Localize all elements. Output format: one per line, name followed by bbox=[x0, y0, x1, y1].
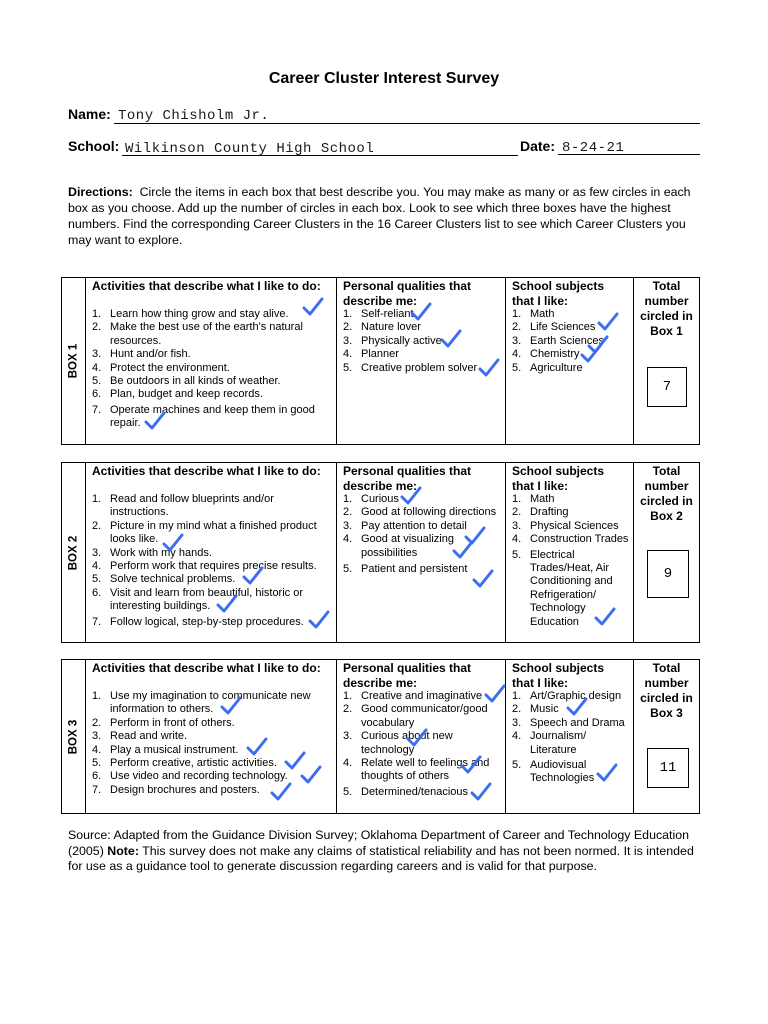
activities-heading: Activities that describe what I like to do: bbox=[92, 279, 321, 293]
list-number: 1. bbox=[92, 493, 102, 505]
checkmark-icon bbox=[246, 737, 268, 757]
list-number: 4. bbox=[512, 533, 522, 546]
list-number: 2. bbox=[343, 506, 353, 519]
list-number: 1. bbox=[343, 493, 353, 505]
list-item[interactable]: 4. Chemistry bbox=[512, 348, 580, 361]
list-item[interactable]: 5. Determined/tenacious bbox=[343, 785, 469, 798]
checkmark-icon bbox=[440, 329, 462, 349]
checkmark-icon bbox=[406, 728, 428, 748]
list-item[interactable]: 6. Use video and recording technology. bbox=[92, 770, 288, 783]
list-number: 5. bbox=[92, 375, 102, 388]
box-3 bbox=[61, 659, 700, 814]
list-item[interactable]: 2. Good communicator/good vocabulary bbox=[343, 703, 488, 729]
list-item[interactable]: 4. Journalism/ Literature bbox=[512, 730, 587, 756]
list-item[interactable]: 3. Read and write. bbox=[92, 730, 188, 743]
list-number: 4. bbox=[92, 743, 102, 756]
list-number: 4. bbox=[512, 730, 522, 743]
list-number: 4. bbox=[92, 560, 102, 573]
list-number: 2. bbox=[512, 506, 522, 519]
checkmark-icon bbox=[270, 782, 292, 802]
list-number: 5. bbox=[512, 361, 522, 374]
list-number: 2. bbox=[343, 703, 353, 716]
checkmark-icon bbox=[144, 411, 166, 431]
date-label: Date: bbox=[520, 138, 556, 154]
list-item[interactable]: 3. Work with my hands. bbox=[92, 546, 212, 559]
list-item[interactable]: 3. Speech and Drama bbox=[512, 716, 625, 729]
box-1-total bbox=[633, 278, 699, 444]
note-label: Note: bbox=[107, 843, 139, 858]
total-heading: Total number circled in Box 3 bbox=[640, 661, 693, 720]
box-1-activities bbox=[85, 278, 337, 444]
list-number: 5. bbox=[512, 548, 522, 561]
list-number: 7. bbox=[92, 403, 102, 416]
qualities-heading: Personal qualities that describe me: bbox=[343, 279, 472, 308]
total-heading: Total number circled in Box 1 bbox=[640, 279, 693, 338]
qualities-heading: Personal qualities that describe me: bbox=[343, 661, 472, 690]
box-3-subjects bbox=[505, 660, 633, 813]
list-item[interactable]: 5. Perform creative, artistic activities. bbox=[92, 757, 277, 770]
activities-heading: Activities that describe what I like to do: bbox=[92, 661, 321, 675]
checkmark-icon bbox=[594, 607, 616, 627]
list-item[interactable]: 4. Construction Trades bbox=[512, 533, 629, 546]
list-item[interactable]: 5. Audiovisual Technologies bbox=[512, 759, 595, 785]
list-item[interactable]: 2. Drafting bbox=[512, 506, 569, 519]
checkmark-icon bbox=[308, 610, 330, 630]
list-item[interactable]: 1. Creative and imaginative bbox=[343, 690, 483, 702]
list-number: 2. bbox=[512, 321, 522, 334]
checkmark-icon bbox=[216, 594, 238, 614]
box-2-activities bbox=[85, 463, 337, 642]
checkmark-icon bbox=[472, 569, 494, 589]
list-number: 2. bbox=[343, 321, 353, 334]
list-number: 6. bbox=[92, 586, 102, 599]
checkmark-icon bbox=[300, 765, 322, 785]
note-text: This survey does not make any claims of statistical reliability and has not been normed. It is intended for use as a guidance tool to generate discussion regarding careers and is valid for that purpose. bbox=[68, 843, 694, 873]
box-1-subjects bbox=[505, 278, 633, 444]
subjects-heading: School subjects that I like: bbox=[512, 464, 605, 493]
list-item[interactable]: 3. Pay attention to detail bbox=[343, 519, 467, 532]
name-value[interactable]: Tony Chisholm Jr. bbox=[118, 108, 270, 124]
total-count-box[interactable]: 7 bbox=[647, 367, 687, 407]
subjects-heading: School subjects that I like: bbox=[512, 661, 605, 690]
source-text: Source: Adapted from the Guidance Division Survey; Oklahoma Department of Career and Technology Education (2005) bbox=[68, 828, 690, 858]
school-value[interactable]: Wilkinson County High School bbox=[125, 141, 375, 157]
list-number: 6. bbox=[92, 388, 102, 401]
list-item[interactable]: 7. Operate machines and keep them in good repair. bbox=[92, 403, 315, 430]
list-number: 2. bbox=[92, 716, 102, 729]
list-number: 5. bbox=[92, 573, 102, 586]
list-item[interactable]: 2. Nature lover bbox=[343, 321, 421, 334]
list-number: 2. bbox=[92, 321, 102, 334]
list-item[interactable]: 5. Electrical Trades/Heat, Air Conditioning and Refrigeration/ Technology Education bbox=[512, 548, 613, 628]
activities-heading: Activities that describe what I like to do: bbox=[92, 464, 321, 478]
box-3-total bbox=[633, 660, 699, 813]
directions bbox=[68, 184, 708, 248]
list-item[interactable]: 6. Plan, budget and keep records. bbox=[92, 388, 263, 401]
list-number: 4. bbox=[512, 348, 522, 361]
checkmark-icon bbox=[400, 486, 422, 506]
name-underline bbox=[114, 123, 700, 124]
list-number: 3. bbox=[92, 546, 102, 559]
list-item[interactable]: 2. Life Sciences bbox=[512, 321, 596, 334]
list-number: 3. bbox=[92, 348, 102, 361]
list-number: 1. bbox=[512, 308, 522, 320]
list-number: 5. bbox=[512, 759, 522, 772]
subjects-heading: School subjects that I like: bbox=[512, 279, 605, 308]
box-3-label: BOX 3 bbox=[67, 719, 80, 754]
list-number: 5. bbox=[343, 785, 353, 798]
date-value[interactable]: 8-24-21 bbox=[562, 140, 625, 156]
list-item[interactable]: 5. Solve technical problems. bbox=[92, 573, 236, 586]
date-underline bbox=[558, 154, 700, 155]
list-item[interactable]: 6. Visit and learn from beautiful, historic or interesting buildings. bbox=[92, 586, 303, 613]
list-item[interactable]: 1. Self-reliant bbox=[343, 308, 414, 320]
list-item[interactable]: 2. Picture in my mind what a finished product looks like. bbox=[92, 519, 317, 546]
box-2-label: BOX 2 bbox=[67, 535, 80, 570]
list-item[interactable]: 2. Perform in front of others. bbox=[92, 716, 235, 729]
list-number: 1. bbox=[92, 690, 102, 702]
checkmark-icon bbox=[452, 540, 474, 560]
list-item[interactable]: 4. Protect the environment. bbox=[92, 361, 230, 374]
list-item[interactable]: 1. Use my imagination to communicate new information to others. bbox=[92, 690, 311, 716]
list-number: 4. bbox=[343, 757, 353, 770]
list-number: 7. bbox=[92, 615, 102, 628]
list-item[interactable]: 7. Design brochures and posters. bbox=[92, 783, 260, 796]
directions-label: Directions: bbox=[68, 185, 133, 199]
list-item[interactable]: 3. Physical Sciences bbox=[512, 519, 619, 532]
list-number: 5. bbox=[92, 757, 102, 770]
checkmark-icon bbox=[580, 344, 602, 364]
list-number: 3. bbox=[512, 519, 522, 532]
list-item[interactable]: 4. Relate well to feelings and thoughts of others bbox=[343, 757, 490, 783]
list-number: 2. bbox=[92, 519, 102, 532]
list-item[interactable]: 3. Earth Sciences bbox=[512, 334, 604, 347]
list-item[interactable]: 1. Curious bbox=[343, 493, 399, 505]
list-item[interactable]: 1. Read and follow blueprints and/or instructions. bbox=[92, 493, 274, 519]
checkmark-icon bbox=[470, 782, 492, 802]
list-number: 3. bbox=[512, 716, 522, 729]
list-number: 1. bbox=[512, 493, 522, 505]
list-item[interactable]: 1. Art/Graphic design bbox=[512, 690, 622, 702]
list-item[interactable]: 7. Follow logical, step-by-step procedures. bbox=[92, 615, 304, 628]
checkmark-icon bbox=[242, 566, 264, 586]
list-item[interactable]: 3. Physically active bbox=[343, 334, 442, 347]
list-number: 1. bbox=[512, 690, 522, 702]
checkmark-icon bbox=[220, 696, 242, 716]
list-item[interactable]: 1. Math bbox=[512, 308, 555, 320]
list-number: 1. bbox=[92, 308, 102, 320]
list-item[interactable]: 2. Music bbox=[512, 703, 559, 716]
box-1-label: BOX 1 bbox=[67, 343, 80, 379]
list-number: 4. bbox=[343, 348, 353, 361]
checkmark-icon bbox=[566, 697, 588, 717]
list-item[interactable]: 2. Good at following directions bbox=[343, 506, 497, 519]
checkmark-icon bbox=[162, 533, 184, 553]
list-item[interactable]: 3. Curious about new technology bbox=[343, 730, 453, 756]
list-number: 4. bbox=[92, 361, 102, 374]
name-label: Name: bbox=[68, 106, 111, 122]
total-count-box[interactable]: 9 bbox=[647, 550, 689, 598]
checkmark-icon bbox=[410, 302, 432, 322]
list-number: 7. bbox=[92, 783, 102, 796]
list-item[interactable]: 4. Perform work that requires precise results. bbox=[92, 560, 317, 573]
list-item[interactable]: 4. Planner bbox=[343, 348, 399, 361]
list-number: 3. bbox=[343, 334, 353, 347]
list-item[interactable]: 4. Play a musical instrument. bbox=[92, 743, 239, 756]
list-item[interactable]: 5. Patient and persistent bbox=[343, 563, 468, 576]
checkmark-icon bbox=[596, 763, 618, 783]
list-number: 3. bbox=[343, 730, 353, 743]
box-3-activities bbox=[85, 660, 337, 813]
total-count-box[interactable]: 11 bbox=[647, 748, 689, 788]
box-2-total bbox=[633, 463, 699, 642]
checkmark-icon bbox=[478, 358, 500, 378]
qualities-heading: Personal qualities that describe me: bbox=[343, 464, 472, 493]
list-number: 4. bbox=[343, 533, 353, 546]
list-number: 1. bbox=[343, 690, 353, 702]
list-number: 3. bbox=[92, 730, 102, 743]
list-item[interactable]: 1. Learn how thing grow and stay alive. bbox=[92, 308, 289, 320]
checkmark-icon bbox=[460, 755, 482, 775]
list-item[interactable]: 5. Creative problem solver bbox=[343, 361, 478, 374]
list-number: 3. bbox=[512, 334, 522, 347]
list-item[interactable]: 5. Be outdoors in all kinds of weather. bbox=[92, 375, 281, 388]
list-item[interactable]: 1. Math bbox=[512, 493, 555, 505]
list-item[interactable]: 4. Good at visualizing possibilities bbox=[343, 533, 454, 559]
list-number: 3. bbox=[343, 519, 353, 532]
school-underline bbox=[122, 155, 518, 156]
list-item[interactable]: 3. Hunt and/or fish. bbox=[92, 348, 191, 361]
total-heading: Total number circled in Box 2 bbox=[640, 464, 693, 523]
source-note bbox=[68, 828, 708, 875]
list-number: 6. bbox=[92, 770, 102, 783]
list-number: 2. bbox=[512, 703, 522, 716]
list-item[interactable]: 5. Agriculture bbox=[512, 361, 583, 374]
directions-text: Circle the items in each box that best describe you. You may make as many or as few circles in each box as you choose. Add up the number of circles in each box. Look to see which three boxes have the highest numbers. Find the corresponding Career Clusters in the 16 Career Clusters list to see which Career Clusters you may want to explore. bbox=[68, 185, 691, 247]
checkmark-icon bbox=[597, 312, 619, 332]
list-number: 5. bbox=[343, 563, 353, 576]
page-title: Career Cluster Interest Survey bbox=[268, 70, 500, 87]
checkmark-icon bbox=[484, 684, 506, 704]
list-item[interactable]: 2. Make the best use of the earth's natural resources. bbox=[92, 321, 303, 347]
list-number: 5. bbox=[343, 361, 353, 374]
school-label: School: bbox=[68, 138, 120, 154]
checkmark-icon bbox=[302, 297, 324, 317]
list-number: 1. bbox=[343, 308, 353, 320]
